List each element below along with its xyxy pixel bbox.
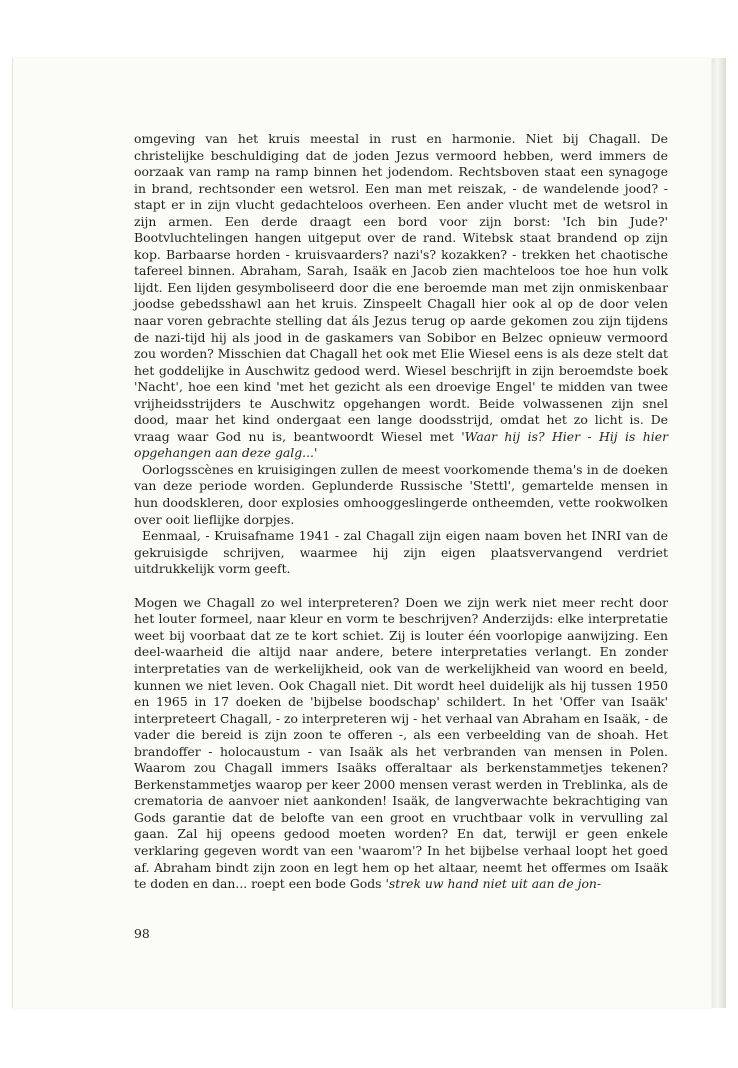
paragraph-1: omgeving van het kruis meestal in rust en harmonie. Niet bij Chagall. De christelijke beschuldiging dat de joden Jezus vermoord hebben, werd immers de oorzaak van ramp na ramp binnen het jodendom. Rechtsboven staat een synagoge in brand, rechtsonder een wetsrol. Een man met reiszak, - de wandelende jood? - stapt er in zijn vlucht gedachteloos overheen. Een ander vlucht met de wetsrol in zijn armen. Een derde draagt een bord voor zijn borst: 'Ich bin Jude?' Bootvluchtelingen hangen uitgeput over de rand. Witebsk staat brandend op zijn kop. Barbaarse horden - kruisvaarders? nazi's? kozakken? - trekken het chaotische tafereel binnen. Abraham, Sarah, Isaäk en Jacob zien machteloos toe hoe hun volk lijdt. Een lijden gesymboliseerd door die ene beroemde man met zijn onmiskenbaar joodse gebedsshawl aan het kruis. Zinspeelt Chagall hier ook al op de door velen naar voren gebrachte stelling dat áls Jezus terug op aarde gekomen zou zijn tijdens de nazi-tijd hij als jood in de gaskamers van Sobibor en Belzec opnieuw vermoord zou worden? Misschien dat Chagall het ook met Elie Wiesel eens is als deze stelt dat het goddelijke in Auschwitz gedood werd. Wiesel beschrijft in zijn beroemdste boek 'Nacht', hoe een kind 'met het gezicht als een droevige Engel' te midden van twee vrijheidsstrijders te Auschwitz opgehangen wordt. Beide volwassenen zijn snel dood, maar het kind ondergaat een lange doodsstrijd, omdat het zo licht is. De vraag waar God nu is, beantwoordt Wiesel met 'Waar hij is? Hier - Hij is hier opgehangen aan deze galg...' — [134, 131, 668, 461]
page-number: 98 — [134, 926, 150, 941]
wiesel-quote: 'Waar hij is? Hier - Hij is hier opgehangen aan deze galg...' — [134, 428, 668, 461]
bible-quote: 'strek uw hand niet uit aan de jon- — [385, 876, 602, 892]
paragraph-2: Oorlogsscènes en kruisigingen zullen de meest voorkomende thema's in de doeken van deze periode worden. Geplunderde Russische 'Stettl', gemartelde mensen in hun doodskleren, door explosies omhooggeslingerde ontheemden, vette rookwolken over ooit lieflijke dorpjes. — [134, 461, 668, 527]
paragraph-3: Eenmaal, - Kruisafname 1941 - zal Chagall zijn eigen naam boven het INRI van de gekruisigde schrijven, waarmee hij zijn eigen plaatsvervangend verdriet uitdrukkelijk vorm geeft. — [134, 528, 668, 577]
page-edge — [712, 58, 726, 1008]
paragraph-4: Mogen we Chagall zo wel interpreteren? Doen we zijn werk niet meer recht door het louter formeel, naar kleur en vorm te beschrijven? Anderzijds: elke interpretatie weet bij voorbaat dat ze te kort schiet. Zij is louter één voorlopige aanwijzing. Een deel-waarheid die altijd naar andere, betere interpretaties verlangt. En zonder interpretaties van de werkelijkheid, ook van de werkelijkheid van woord en beeld, kunnen we niet leven. Ook Chagall niet. Dit wordt heel duidelijk als hij tussen 1950 en 1965 in 17 doeken de 'bijbelse boodschap' schildert. In het 'Offer van Isaäk' interpreteert Chagall, - zo interpreteren wij - het verhaal van Abraham en Isaäk, - de vader die bereid is zijn zoon te offeren -, als een verbeelding van de shoah. Het brandoffer - holocaustum - van Isaäk als het verbranden van mensen in Polen. Waarom zou Chagall immers Isaäks offeraltaar als berkenstammetjes tekenen? Berkenstammetjes waarop per keer 2000 mensen verast werden in Treblinka, als de crematoria de aanvoer niet aankonden! Isaäk, de langverwachte bekrachtiging van Gods garantie dat de belofte van een groot en vruchtbaar volk in vervulling zal gaan. Zal hij opeens gedood moeten worden? En dat, terwijl er geen enkele verklaring gegeven wordt van een 'waarom'? In het bijbelse verhaal loopt het goed af. Abraham bindt zijn zoon en legt hem op het altaar, neemt het offermes om Isaäk te doden en dan... roept een bode Gods 'strek uw hand niet uit aan de jon- — [134, 594, 668, 892]
body-text — [134, 131, 668, 893]
